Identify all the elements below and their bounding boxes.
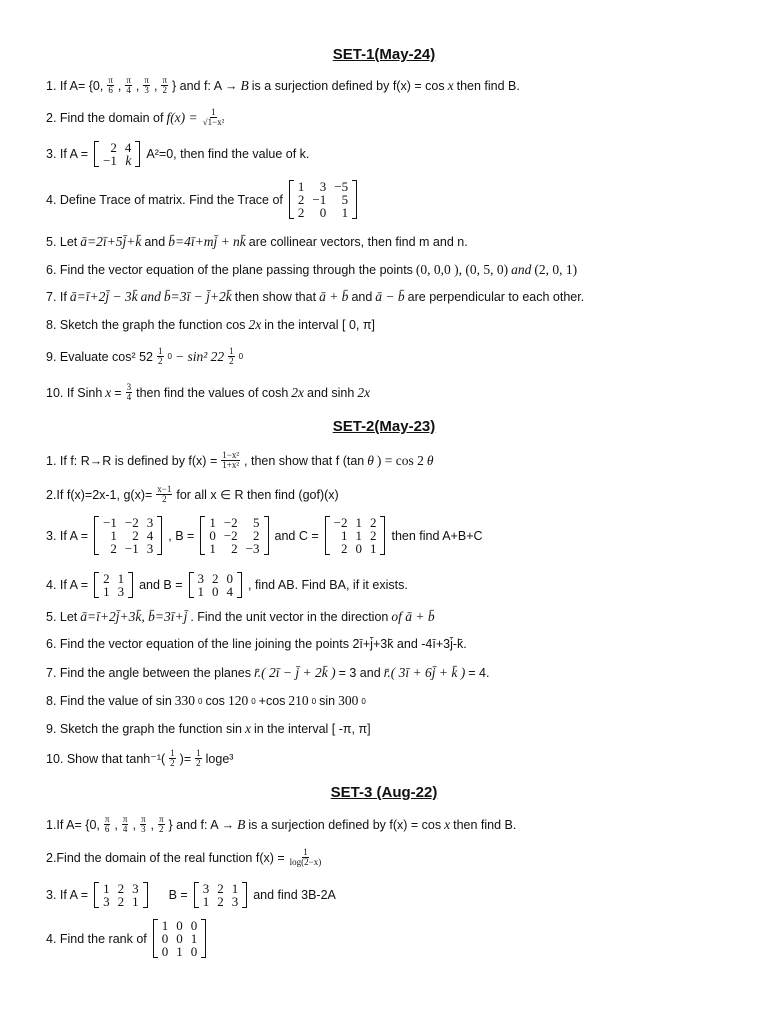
- set2-question-10: 10. Show that tanh⁻¹( $\frac{1}{2}$ )= $\frac{1}{2}$ loge³: [46, 748, 234, 768]
- set1-question-1: 1. If A= {0, $\frac{\pi}{6}$ , $\frac{\pi}{4}$ , $\frac{\pi}{3}$ , $\frac{\pi}{2}$ } and f: A → B is a surjection defined by f(x) = cos x then find B.: [46, 75, 520, 95]
- set2-question-7: 7. Find the angle between the planes r̄.( 2ī − j̄ + 2k̄ ) = 3 and r̄.( 3ī + 6j̄ + k̄ ) = 4.: [46, 665, 490, 680]
- matrix-a: 2 1 1 3: [94, 572, 133, 598]
- set3-question-3: 3. If A = 1 2 3 3 2 1 B = 3 2 1 1 2 3 and find 3B-2A: [46, 881, 336, 909]
- set-1-title: SET-1(May-24): [332, 46, 436, 63]
- matrix: 1 0 0 0 0 1 0 1 0: [153, 919, 207, 958]
- set2-question-3: 3. If A = −1 −2 3 1 2 4 2 −1 3 , B = 1 −2 5 0 −2 2 1 2 −3 and C = −2 1 2 1 1 2 2 0 1 then find A+B+C: [46, 515, 483, 556]
- set2-question-9: 9. Sketch the graph the function sin x in the interval [ -π, π]: [46, 721, 371, 736]
- set1-question-4: 4. Define Trace of matrix. Find the Trace of 1 3 −5 2 −1 5 2 0 1: [46, 180, 360, 219]
- set-2-title: SET-2(May-23): [332, 418, 436, 435]
- set1-question-9: 9. Evaluate cos² 52 $\frac{1}{2}$ 0 − sin² 22 $\frac{1}{2}$ 0: [46, 346, 244, 366]
- fraction: $\frac{1}{\text{√1−x²}}$: [202, 107, 225, 127]
- set2-question-6: 6. Find the vector equation of the line joining the points 2ī+j̄+3k̄ and -4ī+3j̄-k̄.: [46, 637, 467, 651]
- matrix: 1 3 −5 2 −1 5 2 0 1: [289, 180, 357, 219]
- matrix-a: −1 −2 3 1 2 4 2 −1 3: [94, 516, 162, 555]
- fraction: $\frac{\pi}{4}$: [122, 814, 128, 834]
- fraction: $\frac{1}{2}$: [158, 346, 163, 366]
- set1-question-8: 8. Sketch the graph the function cos 2x in the interval [ 0, π]: [46, 317, 375, 332]
- fraction: $\frac{\pi}{6}$: [108, 75, 113, 95]
- set1-question-10: 10. If Sinh x = $\frac{3}{4}$ then find the values of cosh 2x and sinh 2x: [46, 382, 371, 402]
- set-3-title: SET-3 (Aug-22): [330, 784, 438, 801]
- set3-question-1: 1.If A= {0, $\frac{\pi}{6}$ , $\frac{\pi}{4}$ , $\frac{\pi}{3}$ , $\frac{\pi}{2}$ } and f: A → B is a surjection defined by f(x) = cos x then find B.: [46, 814, 517, 834]
- fraction: $\frac{1}{2}$: [196, 748, 201, 768]
- matrix-a: 1 2 3 3 2 1: [94, 882, 148, 908]
- matrix-c: −2 1 2 1 1 2 2 0 1: [325, 516, 386, 555]
- set3-question-2: 2.Find the domain of the real function f(x) = $\frac{1}{\log(2-x)}$: [46, 847, 322, 867]
- matrix-b: 3 2 1 1 2 3: [194, 882, 248, 908]
- set1-question-6: 6. Find the vector equation of the plane passing through the points (0, 0,0 ), (0, 5, 0) and (2, 0, 1): [46, 262, 578, 277]
- set1-question-7: 7. If ā=ī+2j̄ − 3k̄ and b̄=3ī − j̄+2k̄ then show that ā + b̄ and ā − b̄ are perpendicular to each other.: [46, 289, 585, 304]
- fraction: $\frac{\text{1−x²}}{\text{1+x²}}$: [222, 450, 240, 470]
- fraction: $\frac{1}{\log(2-x)}$: [289, 847, 322, 867]
- set1-question-2: 2. Find the domain of f(x) = $\frac{1}{\text{√1−x²}}$: [46, 107, 225, 127]
- matrix-b: 3 2 0 1 0 4: [189, 572, 243, 598]
- set1-question-5: 5. Let ā=2ī+5j̄+k̄ and b̄=4ī+mj̄ + nk̄ are collinear vectors, then find m and n.: [46, 234, 468, 249]
- matrix-b: 1 −2 5 0 −2 2 1 2 −3: [200, 516, 268, 555]
- fraction: $\frac{3}{4}$: [126, 382, 132, 402]
- fraction: $\frac{1}{2}$: [170, 748, 175, 768]
- set2-question-8: 8. Find the value of sin 330 0 cos 120 0 +cos 210 0 sin 300 0: [46, 693, 366, 708]
- set2-question-4: 4. If A = 2 1 1 3 and B = 3 2 0 1 0 4 , find AB. Find BA, if it exists.: [46, 571, 408, 599]
- fraction: $\frac{1}{2}$: [229, 346, 234, 366]
- fraction: $\frac{\pi}{3}$: [144, 75, 149, 95]
- fraction: $\frac{\pi}{2}$: [158, 814, 164, 834]
- fraction: $\frac{x-1}{2}$: [157, 484, 172, 504]
- set3-question-4: 4. Find the rank of 1 0 0 0 0 1 0 1 0: [46, 919, 209, 958]
- set1-question-3: 3. If A = 2 4 −1 k A²=0, then find the value of k.: [46, 140, 310, 168]
- fraction: $\frac{\pi}{3}$: [140, 814, 146, 834]
- fraction: $\frac{\pi}{2}$: [162, 75, 167, 95]
- set2-question-2: 2.If f(x)=2x-1, g(x)= $\frac{x-1}{2}$ for all x ∈ R then find (gof)(x): [46, 484, 339, 504]
- set2-question-5: 5. Let ā=ī+2j̄+3k̄, b̄=3ī+j̄ . Find the unit vector in the direction of ā + b̄: [46, 609, 435, 624]
- set2-question-1: 1. If f: R→R is defined by f(x) = $\frac{\text{1−x²}}{\text{1+x²}}$ , then show that f (tan θ ) = cos 2 θ: [46, 450, 434, 470]
- matrix-a: 2 4 −1 k: [94, 141, 140, 167]
- fraction: $\frac{\pi}{4}$: [126, 75, 131, 95]
- fraction: $\frac{\pi}{6}$: [104, 814, 110, 834]
